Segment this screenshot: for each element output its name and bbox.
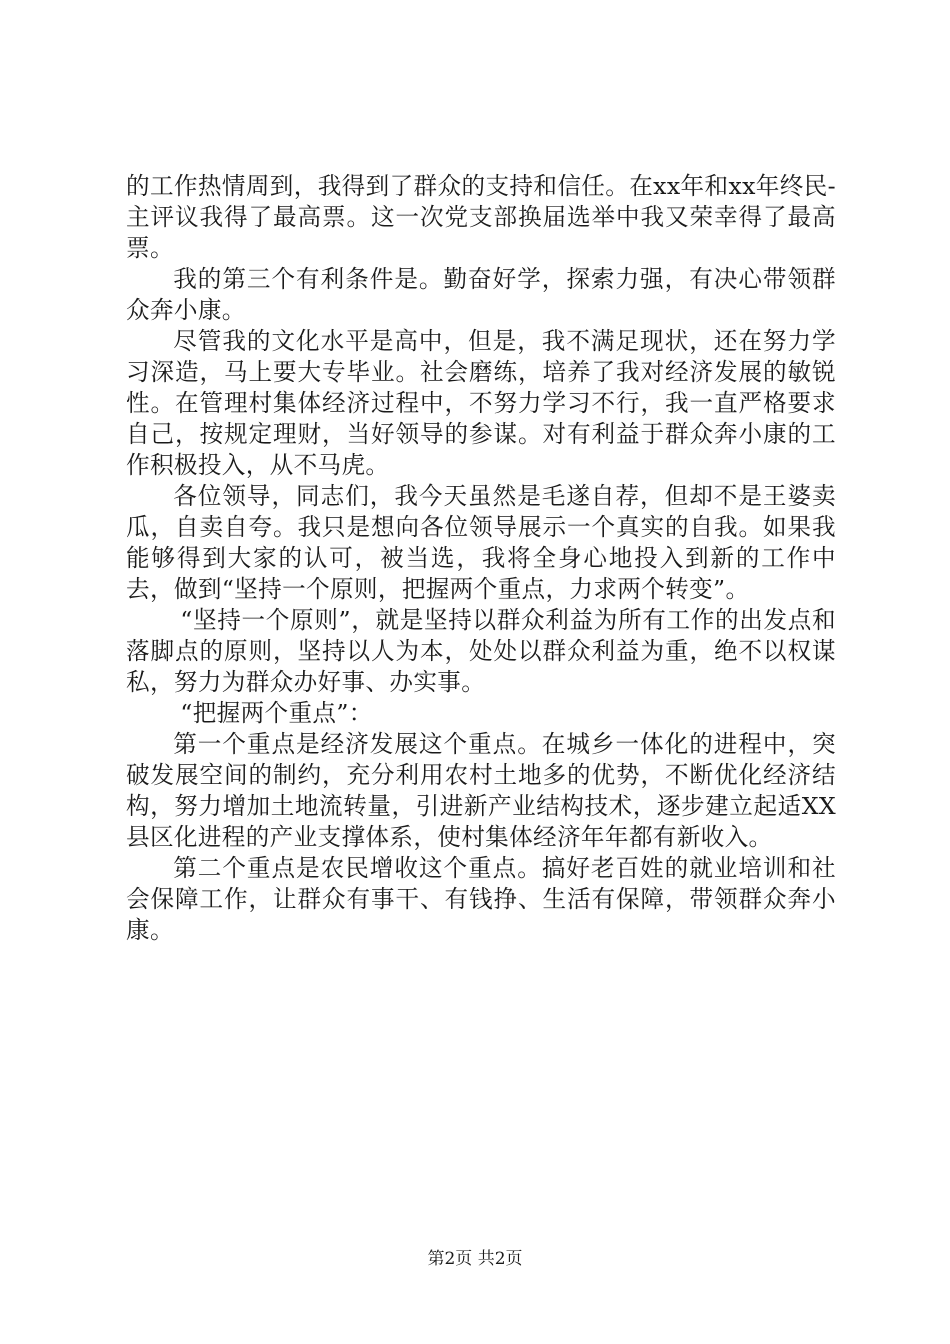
paragraph-education: 尽管我的文化水平是高中，但是，我不满足现状，还在努力学习深造，马上要大专毕业。社会磨练，培养了我对经济发展的敏锐性。在管理村集体经济过程中，不努力学习不行，我一直严格要求自己，按规定理财，当好领导的参谋。对有利益于群众奔小康的工作积极投入，从不马虎。: [126, 327, 836, 479]
document-body: [126, 171, 836, 946]
paragraph-third-condition: 我的第三个有利条件是。勤奋好学，探索力强，有决心带领群众奔小康。: [126, 265, 836, 324]
paragraph-second-focus: 第二个重点是农民增收这个重点。搞好老百姓的就业培训和社会保障工作，让群众有事干、有钱挣、生活有保障，带领群众奔小康。: [126, 854, 836, 944]
paragraph-one-principle: “坚持一个原则”，就是坚持以群众利益为所有工作的出发点和落脚点的原则，坚持以人为本，处处以群众利益为重，绝不以权谋私，努力为群众办好事、办实事。: [126, 606, 836, 696]
paragraph-continuation: 的工作热情周到，我得到了群众的支持和信任。在xx年和xx年终民-主评议我得了最高票。这一次党支部换届选举中我又荣幸得了最高票。: [126, 172, 836, 262]
page-number-footer: 第2页 共2页: [427, 1249, 523, 1269]
paragraph-two-focus-heading: “把握两个重点”：: [180, 699, 373, 727]
paragraph-first-focus: 第一个重点是经济发展这个重点。在城乡一体化的进程中，突破发展空间的制约，充分利用农村土地多的优势，不断优化经济结构，努力增加土地流转量，引进新产业结构技术，逐步建立起适XX县区化进程的产业支撑体系，使村集体经济年年都有新收入。: [126, 730, 836, 851]
paragraph-address-leaders: 各位领导，同志们，我今天虽然是毛遂自荐，但却不是王婆卖瓜，自卖自夸。我只是想向各位领导展示一个真实的自我。如果我能够得到大家的认可，被当选，我将全身心地投入到新的工作中去，做到“坚持一个原则，把握两个重点，力求两个转变”。: [126, 482, 836, 603]
